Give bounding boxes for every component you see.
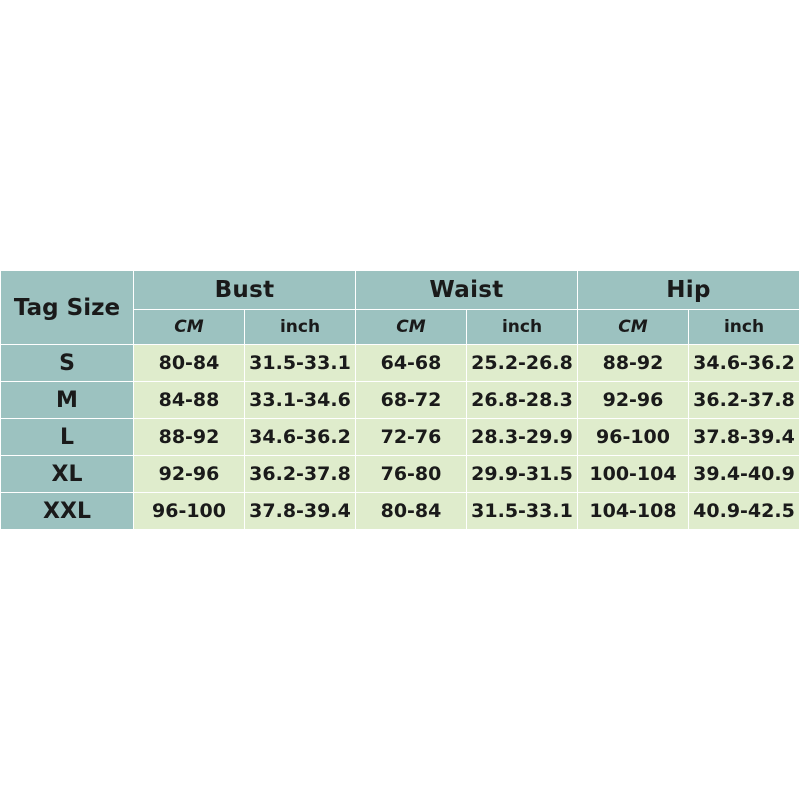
table-row [1, 493, 800, 530]
size-chart-table [0, 270, 800, 530]
table-row [1, 345, 800, 382]
table-row [1, 382, 800, 419]
bust-cm-header: CM [134, 310, 245, 345]
cell-hip-cm: 104-108 [578, 493, 689, 530]
bust-inch-header: inch [245, 310, 356, 345]
waist-inch-header: inch [467, 310, 578, 345]
cell-waist-inch: 28.3-29.9 [467, 419, 578, 456]
cell-waist-cm: 72-76 [356, 419, 467, 456]
hip-inch-header: inch [689, 310, 800, 345]
cell-waist-cm: 68-72 [356, 382, 467, 419]
cell-waist-cm: 64-68 [356, 345, 467, 382]
cell-hip-cm: 100-104 [578, 456, 689, 493]
row-size-label: XXL [1, 493, 134, 530]
table-header-group-row [1, 271, 800, 310]
table-row [1, 419, 800, 456]
cell-bust-inch: 33.1-34.6 [245, 382, 356, 419]
cell-hip-cm: 88-92 [578, 345, 689, 382]
cell-waist-inch: 25.2-26.8 [467, 345, 578, 382]
cell-waist-inch: 29.9-31.5 [467, 456, 578, 493]
cell-bust-inch: 34.6-36.2 [245, 419, 356, 456]
hip-group-header: Hip [578, 271, 800, 310]
cell-waist-cm: 76-80 [356, 456, 467, 493]
cell-bust-cm: 96-100 [134, 493, 245, 530]
cell-hip-inch: 40.9-42.5 [689, 493, 800, 530]
hip-cm-header: CM [578, 310, 689, 345]
cell-waist-inch: 26.8-28.3 [467, 382, 578, 419]
bust-group-header: Bust [134, 271, 356, 310]
waist-cm-header: CM [356, 310, 467, 345]
cell-bust-cm: 84-88 [134, 382, 245, 419]
cell-waist-cm: 80-84 [356, 493, 467, 530]
cell-bust-cm: 80-84 [134, 345, 245, 382]
table-row [1, 456, 800, 493]
row-size-label: L [1, 419, 134, 456]
cell-bust-inch: 36.2-37.8 [245, 456, 356, 493]
cell-bust-inch: 31.5-33.1 [245, 345, 356, 382]
cell-hip-inch: 36.2-37.8 [689, 382, 800, 419]
cell-waist-inch: 31.5-33.1 [467, 493, 578, 530]
waist-group-header: Waist [356, 271, 578, 310]
tag-size-header: Tag Size [1, 271, 134, 345]
cell-bust-inch: 37.8-39.4 [245, 493, 356, 530]
row-size-label: XL [1, 456, 134, 493]
cell-bust-cm: 88-92 [134, 419, 245, 456]
cell-hip-inch: 39.4-40.9 [689, 456, 800, 493]
cell-hip-inch: 34.6-36.2 [689, 345, 800, 382]
row-size-label: S [1, 345, 134, 382]
cell-hip-cm: 96-100 [578, 419, 689, 456]
cell-bust-cm: 92-96 [134, 456, 245, 493]
row-size-label: M [1, 382, 134, 419]
cell-hip-inch: 37.8-39.4 [689, 419, 800, 456]
cell-hip-cm: 92-96 [578, 382, 689, 419]
